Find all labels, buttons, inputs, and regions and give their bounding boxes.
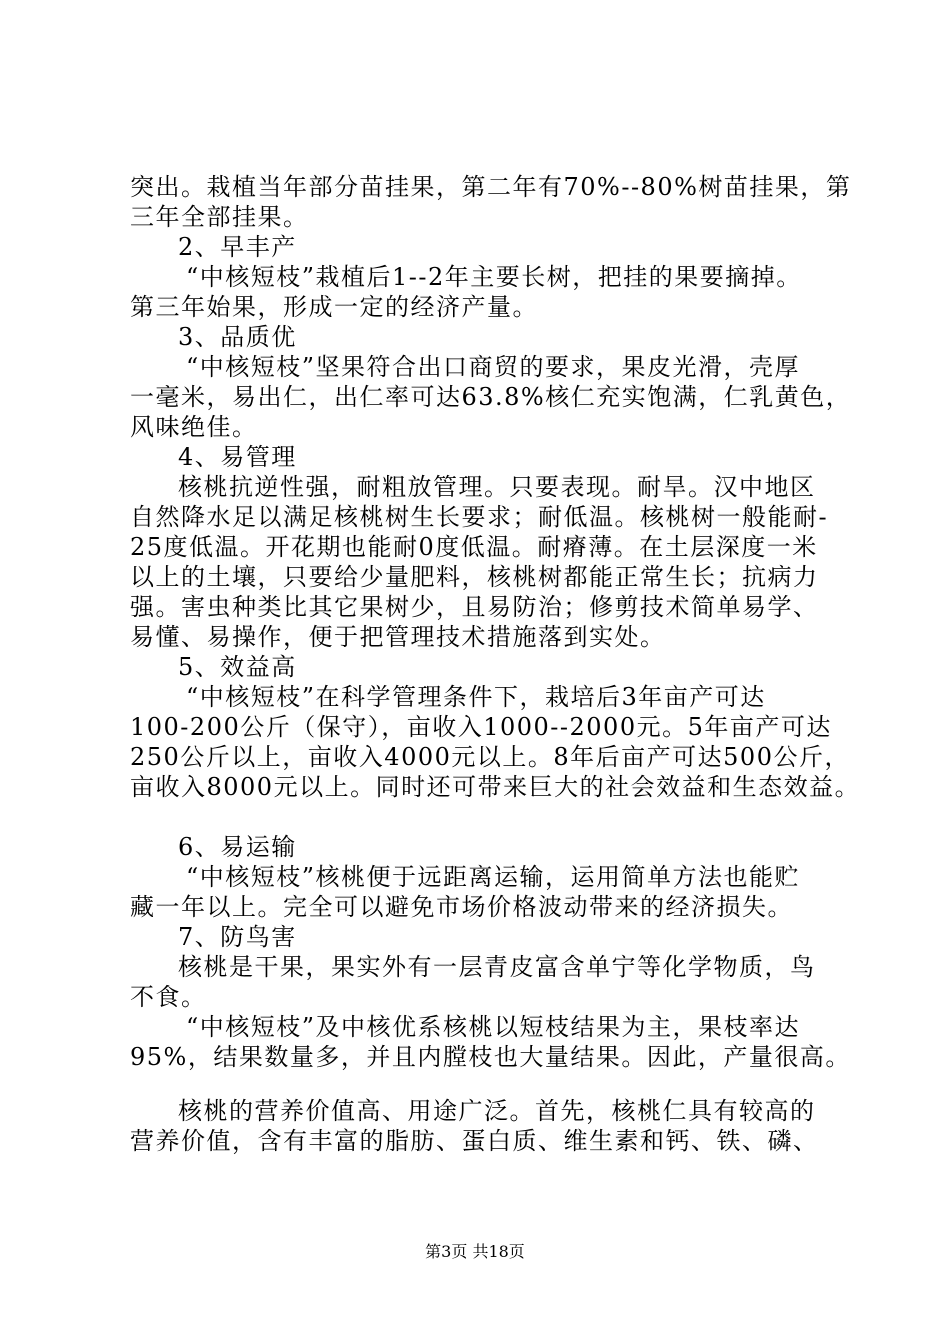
section-heading: 6、易运输 bbox=[178, 833, 297, 861]
paragraph-first-line: 核桃是干果，果实外有一层青皮富含单宁等化学物质，鸟 bbox=[178, 953, 816, 981]
body-line: 一毫米，易出仁，出仁率可达63.8%核仁充实饱满，仁乳黄色， bbox=[130, 383, 852, 411]
section-heading: 5、效益高 bbox=[178, 653, 297, 681]
paragraph-first-line: “中核短枝”坚果符合出口商贸的要求，果皮光滑，壳厚 bbox=[186, 353, 801, 381]
section-heading: 2、早丰产 bbox=[178, 233, 297, 261]
section-heading: 3、品质优 bbox=[178, 323, 297, 351]
body-line: 强。害虫种类比其它果树少，且易防治；修剪技术简单易学、 bbox=[130, 593, 819, 621]
paragraph-first-line: “中核短枝”及中核优系核桃以短枝结果为主，果枝率达 bbox=[186, 1013, 801, 1041]
body-line: 亩收入8000元以上。同时还可带来巨大的社会效益和生态效益。 bbox=[130, 773, 861, 801]
blank-line bbox=[130, 802, 850, 832]
paragraph-first-line: 核桃抗逆性强，耐粗放管理。只要表现。耐旱。汉中地区 bbox=[178, 473, 816, 501]
body-line: 250公斤以上，亩收入4000元以上。8年后亩产可达500公斤， bbox=[130, 743, 850, 771]
paragraph-first-line: “中核短枝”在科学管理条件下，栽培后3年亩产可达 bbox=[186, 683, 766, 711]
paragraph-first-line: “中核短枝”核桃便于远距离运输，运用简单方法也能贮 bbox=[186, 863, 801, 891]
page-number-footer: 第3页 共18页 bbox=[425, 1242, 525, 1261]
body-line: 自然降水足以满足核桃树生长要求；耐低温。核桃树一般能耐- bbox=[130, 503, 829, 531]
paragraph-first-line: 核桃的营养价值高、用途广泛。首先，核桃仁具有较高的 bbox=[178, 1097, 816, 1125]
body-line: 100-200公斤（保守），亩收入1000--2000元。5年亩产可达 bbox=[130, 713, 832, 741]
section-heading: 7、防鸟害 bbox=[178, 923, 297, 951]
body-line: 风味绝佳。 bbox=[130, 413, 258, 441]
body-line: 不食。 bbox=[130, 983, 207, 1011]
document-body bbox=[130, 172, 861, 1156]
blank-line bbox=[130, 1072, 850, 1096]
body-line: 25度低温。开花期也能耐0度低温。耐瘠薄。在土层深度一米 bbox=[130, 533, 818, 561]
body-line: 营养价值，含有丰富的脂肪、蛋白质、维生素和钙、铁、磷、 bbox=[130, 1127, 819, 1155]
body-line: 突出。栽植当年部分苗挂果，第二年有70%--80%树苗挂果，第 bbox=[130, 173, 852, 201]
paragraph-first-line: “中核短枝”栽植后1--2年主要长树，把挂的果要摘掉。 bbox=[186, 263, 802, 291]
body-line: 第三年始果，形成一定的经济产量。 bbox=[130, 293, 538, 321]
body-line: 三年全部挂果。 bbox=[130, 203, 309, 231]
body-line: 以上的土壤，只要给少量肥料，核桃树都能正常生长；抗病力 bbox=[130, 563, 819, 591]
body-line: 藏一年以上。完全可以避免市场价格波动带来的经济损失。 bbox=[130, 893, 793, 921]
section-heading: 4、易管理 bbox=[178, 443, 297, 471]
body-line: 易懂、易操作，便于把管理技术措施落到实处。 bbox=[130, 623, 666, 651]
body-line: 95%，结果数量多，并且内膛枝也大量结果。因此，产量很高。 bbox=[130, 1043, 851, 1071]
